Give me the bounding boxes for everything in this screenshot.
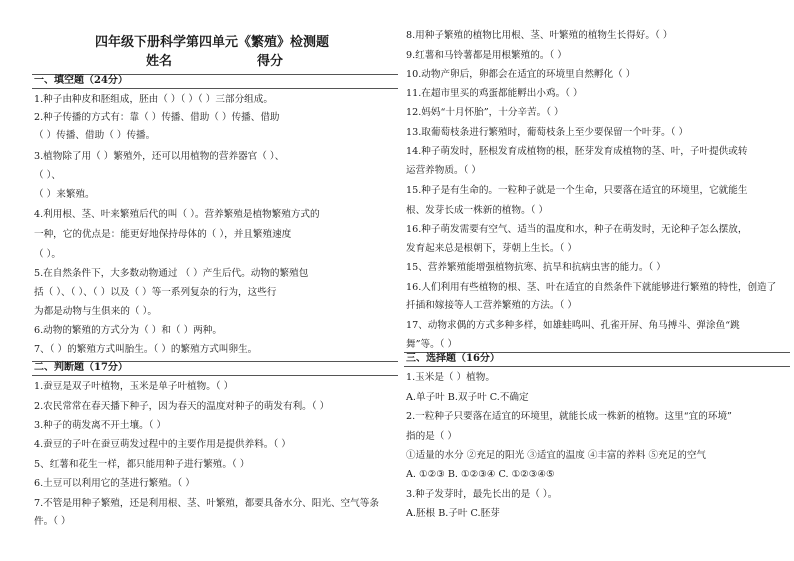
choice-q3: 3.种子发芽时，最先长出的是（ ）。	[406, 489, 558, 500]
name-label: 姓名	[146, 54, 173, 69]
judge-q15: 根、发芽长成一株新的植物。（ ）	[406, 205, 549, 216]
choice-q2: 指的是（ ）	[406, 431, 458, 442]
judge-q9: 9.红薯和马铃薯都是用根繁殖的。（ ）	[406, 50, 567, 61]
section1-heading: 一、填空题（24分）	[34, 75, 128, 86]
fill-q1-line: 1.种子由种皮和胚组成，胚由（ ）（ ）（ ）三部分组成。	[34, 94, 273, 105]
judge-q16b: 扦插和嫁接等人工营养繁殖的方法。（ ）	[406, 300, 577, 311]
divider	[32, 88, 398, 89]
judge-q16: 发育起来总是根朝下，芽朝上生长。（ ）	[406, 243, 577, 254]
judge-q12: 12.妈妈“十月怀胎”，十分辛苦。（ ）	[406, 107, 564, 118]
judge-q4: 4.蚕豆的子叶在蚕豆萌发过程中的主要作用是提供养料。（ ）	[34, 439, 291, 450]
fill-q5-line: 5.在自然条件下，大多数动物通过 （ ）产生后代。动物的繁殖包	[34, 268, 309, 279]
judge-q15: 15.种子是有生命的。一粒种子就是一个生命，只要落在适宜的环境里，它就能生	[406, 185, 748, 196]
fill-q5-line: 为都是动物与生俱来的（ ）。	[34, 306, 157, 317]
choice-q1-options: A.单子叶 B.双子叶 C.不确定	[406, 392, 529, 403]
fill-q3-line: （ ）来繁殖。	[34, 189, 95, 200]
judge-q6: 6.土豆可以利用它的茎进行繁殖。（ ）	[34, 478, 195, 489]
judge-q17: 舞”等。（ ）	[406, 339, 458, 350]
judge-q11: 11.在超市里买的鸡蛋都能孵出小鸡。（ ）	[406, 88, 583, 99]
fill-q4-line: （ ）。	[34, 249, 62, 260]
judge-q15b: 15、营养繁殖能增强植物抗寒、抗旱和抗病虫害的能力。（ ）	[406, 262, 666, 273]
choice-q2-options: A. ①②③ B. ①②③④ C. ①②③④⑤	[406, 469, 555, 480]
fill-q7-line: 7、（ ）的繁殖方式叫胎生。（ ）的繁殖方式叫卵生。	[34, 344, 258, 355]
section2-heading: 二、判断题（17分）	[34, 362, 128, 373]
judge-q1: 1.蚕豆是双子叶植物，玉米是单子叶植物。（ ）	[34, 381, 234, 392]
page-title: 四年级下册科学第四单元《繁殖》检测题	[95, 35, 330, 50]
fill-q4-line: 4.利用根、茎、叶来繁殖后代的叫（ ）。营养繁殖是植物繁殖方式的	[34, 209, 320, 220]
fill-q3-line: （ ）、	[34, 170, 62, 181]
judge-q2: 2.农民常常在春天播下种子，因为春天的温度对种子的萌发有利。（ ）	[34, 401, 330, 412]
fill-q6-line: 6.动物的繁殖的方式分为（ ）和（ ）两种。	[34, 325, 222, 336]
judge-q7: 7.不管是用种子繁殖，还是利用根、茎、叶繁殖，都要具备水分、阳光、空气等条	[34, 498, 379, 509]
divider	[32, 375, 398, 376]
judge-q10: 10.动物产卵后，卵都会在适宜的环境里自然孵化（ ）	[406, 69, 636, 80]
judge-q13: 13.取葡萄枝条进行繁殖时，葡萄枝条上至少要保留一个叶芽。（ ）	[406, 127, 689, 138]
fill-q3-line: 3.植物除了用（ ）繁殖外，还可以用植物的营养器官（ ）、	[34, 151, 285, 162]
judge-q17: 17、动物求偶的方式多种多样，如雄蛙鸣叫、孔雀开屏、角马搏斗、弹涂鱼“跳	[406, 320, 740, 331]
score-label: 得分	[257, 54, 284, 69]
choice-q3-options: A.胚根 B.子叶 C.胚芽	[406, 508, 500, 519]
fill-q5-line: 括（ ）、（ ）、（ ）以及（ ）等一系列复杂的行为，这些行	[34, 287, 277, 298]
fill-q2-line: 2.种子传播的方式有：靠（ ）传播、借助（ ）传播、借助	[34, 112, 280, 123]
judge-q16b: 16.人们利用有些植物的根、茎、叶在适宜的自然条件下就能够进行繁殖的特性，创造了	[406, 282, 777, 293]
judge-q3: 3.种子的萌发离不开土壤。（ ）	[34, 420, 167, 431]
choice-q2: 2.一粒种子只要落在适宜的环境里，就能长成一株新的植物。这里“宜的环境”	[406, 411, 732, 422]
judge-q14: 运营养物质。（ ）	[406, 165, 481, 176]
choice-q2-items: ①适量的水分 ②充足的阳光 ③适宜的温度 ④丰富的养料 ⑤充足的空气	[406, 450, 707, 461]
judge-q5: 5、红薯和花生一样，都只能用种子进行繁殖。（ ）	[34, 459, 250, 470]
judge-q16: 16.种子萌发需要有空气、适当的温度和水，种子在萌发时，无论种子怎么摆放，	[406, 224, 748, 235]
judge-q8: 8.用种子繁殖的植物比用根、茎、叶繁殖的植物生长得好。（ ）	[406, 30, 673, 41]
choice-q1: 1.玉米是（ ）植物。	[406, 372, 495, 383]
fill-q4-line: 一种，它的优点是：能更好地保持母体的（ ），并且繁殖速度	[34, 229, 292, 240]
section3-heading: 三、选择题（16分）	[406, 353, 500, 364]
judge-q14: 14.种子萌发时，胚根发育成植物的根，胚芽发育成植物的茎、叶，子叶提供或转	[406, 146, 748, 157]
judge-q7: 件。（ ）	[34, 516, 71, 527]
fill-q2-line: （ ）传播、借助（ ）传播。	[34, 130, 156, 141]
divider	[404, 366, 790, 367]
